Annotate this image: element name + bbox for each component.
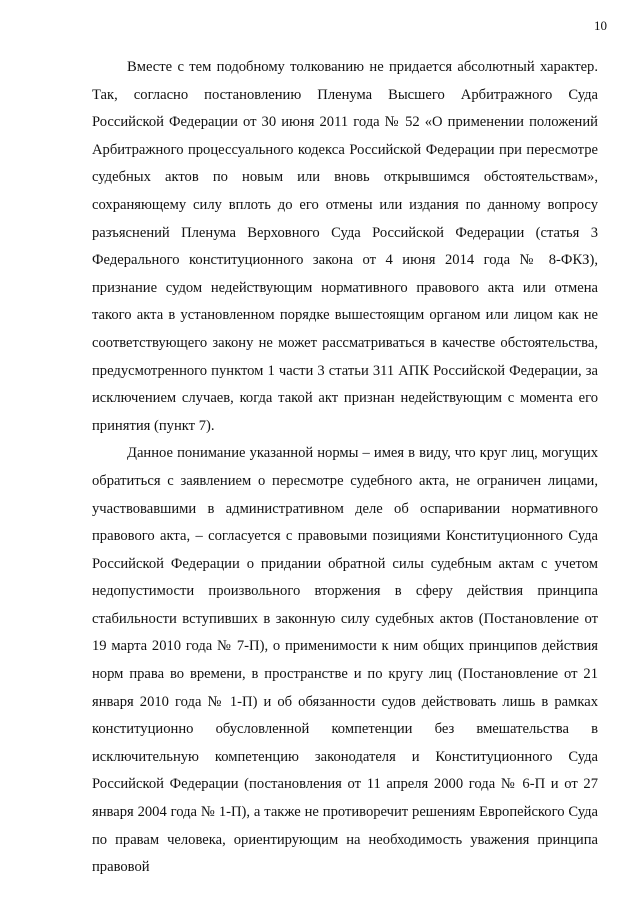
paragraph-1: Вместе с тем подобному толкованию не придается абсолютный характер. Так, согласно постановлению Пленума Высшего Арбитражного Суда Российской Федерации от 30 июня 2011 года № 52 «О применении положений Арбитражного процессуального кодекса Российской Федерации при пересмотре судебных актов по новым или вновь открывшимся обстоятельствам», сохраняющему силу вплоть до его отмены или издания по данному вопросу разъяснений Пленума Верховного Суда Российской Федерации (статья 3 Федерального конституционного закона от 4 июня 2014 года № 8-ФКЗ), признание судом недействующим нормативного правового акта или отмена такого акта в установленном порядке вышестоящим органом или лицом как не соответствующего закону не может рассматриваться в качестве обстоятельства, предусмотренного пунктом 1 части 3 статьи 311 АПК Российской Федерации, за исключением случаев, когда такой акт признан недействующим с момента его принятия (пункт 7). (92, 59, 598, 434)
document-body (92, 54, 598, 882)
paragraph-2: Данное понимание указанной нормы – имея в виду, что круг лиц, могущих обратиться с заявлением о пересмотре судебного акта, не ограничен лицами, участвовавшими в административном деле об оспаривании нормативного правового акта, – согласуется с правовыми позициями Конституционного Суда Российской Федерации о придании обратной силы судебным актам с учетом недопустимости произвольного вторжения в сферу действия принципа стабильности вступивших в законную силу судебных актов (Постановление от 19 марта 2010 года № 7-П), о применимости к ним общих принципов действия норм права во времени, в пространстве и по кругу лиц (Постановление от 21 января 2010 года № 1-П) и об обязанности судов действовать лишь в рамках конституционно обусловленной компетенции без вмешательства в исключительную компетенцию законодателя и Конституционного Суда Российской Федерации (постановления от 11 апреля 2000 года № 6-П и от 27 января 2004 года № 1-П), а также не противоречит решениям Европейского Суда по правам человека, ориентирующим на необходимость уважения принципа правовой (92, 445, 598, 876)
page-number: 10 (594, 18, 607, 33)
